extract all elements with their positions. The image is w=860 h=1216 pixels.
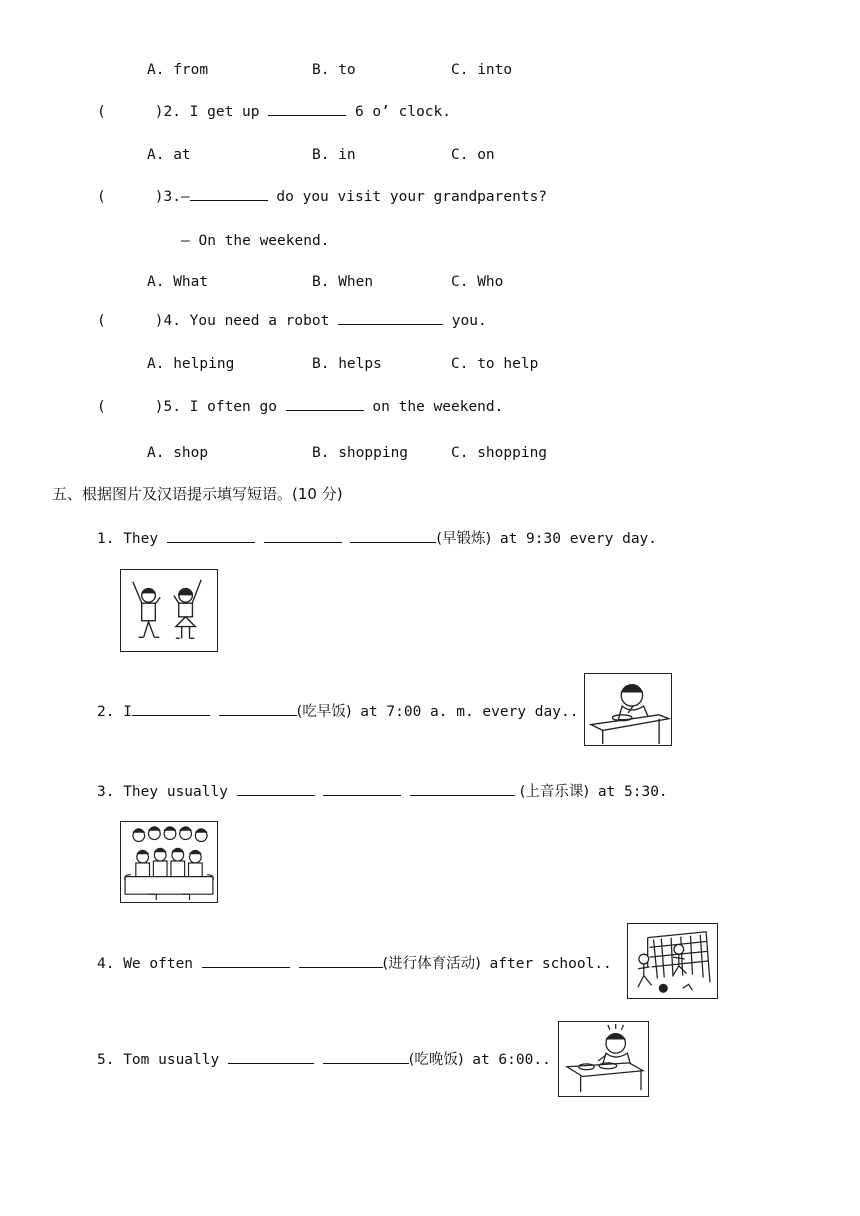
answer-blank[interactable] (228, 1049, 314, 1064)
question-3 (97, 186, 547, 207)
question-text: 4. You need a robot (163, 313, 339, 329)
answer-paren-open: ( (97, 399, 106, 415)
answer-blank[interactable] (219, 701, 297, 716)
chinese-hint: (进行体育活动) (382, 956, 481, 972)
question-text: 3.— (163, 189, 190, 205)
q2-option-a: A. at (147, 147, 191, 163)
item-text-end: at 6:00.. (463, 1052, 551, 1068)
fill-item-3 (97, 781, 668, 802)
q2-option-b: B. in (312, 147, 356, 163)
answer-blank[interactable] (202, 953, 290, 968)
chinese-hint: (早锻炼) (436, 531, 492, 547)
answer-blank[interactable] (338, 310, 443, 325)
section-5-heading: 五、根据图片及汉语提示填写短语。(10 分) (52, 485, 343, 503)
dinner-picture (558, 1021, 649, 1097)
chinese-hint: (吃晚饭) (408, 1052, 464, 1068)
q4-option-c: C. to help (451, 356, 539, 372)
question-text-end: do you visit your grandparents? (267, 189, 548, 205)
q5-option-b: B. shopping (312, 445, 409, 461)
answer-paren-close: ) (154, 189, 164, 205)
item-text-end: at 5:30. (589, 784, 668, 800)
question-2 (97, 101, 451, 122)
question-text-end: you. (443, 313, 487, 329)
answer-paren-open: ( (97, 313, 106, 329)
question-text-end: on the weekend. (363, 399, 504, 415)
answer-blank[interactable] (264, 528, 342, 543)
q1-option-a: A. from (147, 62, 209, 78)
sports-picture (627, 923, 718, 999)
q3-option-b: B. When (312, 274, 374, 290)
answer-paren-close: ) (154, 399, 164, 415)
q5-option-a: A. shop (147, 445, 209, 461)
answer-blank[interactable] (410, 781, 515, 796)
q3-option-c: C. Who (451, 274, 504, 290)
chinese-hint: (吃早饭) (296, 704, 352, 720)
answer-blank[interactable] (237, 781, 315, 796)
fill-item-4 (97, 953, 612, 974)
chinese-hint: (上音乐课) (515, 784, 590, 800)
answer-blank[interactable] (286, 396, 364, 411)
item-text: 2. I (97, 704, 132, 720)
fill-item-5 (97, 1049, 551, 1070)
answer-blank[interactable] (190, 186, 268, 201)
answer-blank[interactable] (350, 528, 436, 543)
answer-paren-close: ) (154, 313, 164, 329)
q3-option-a: A. What (147, 274, 209, 290)
question-text-end: 6 o’ clock. (346, 104, 451, 120)
answer-paren-close: ) (154, 104, 164, 120)
music-class-picture (120, 821, 218, 903)
answer-paren-open: ( (97, 189, 106, 205)
question-5 (97, 396, 503, 417)
fill-item-1 (97, 528, 657, 549)
question-text: 2. I get up (163, 104, 269, 120)
answer-blank[interactable] (132, 701, 210, 716)
answer-blank[interactable] (167, 528, 255, 543)
breakfast-picture (584, 673, 672, 746)
q4-option-a: A. helping (147, 356, 235, 372)
answer-blank[interactable] (323, 781, 401, 796)
item-text: 5. Tom usually (97, 1052, 228, 1068)
q4-option-b: B. helps (312, 356, 382, 372)
item-text: 3. They usually (97, 784, 237, 800)
exercise-picture (120, 569, 218, 652)
item-text: 1. They (97, 531, 167, 547)
q3-answer-line: — On the weekend. (181, 233, 330, 249)
answer-paren-open: ( (97, 104, 106, 120)
q1-option-c: C. into (451, 62, 513, 78)
question-text: 5. I often go (163, 399, 286, 415)
item-text: 4. We often (97, 956, 202, 972)
fill-item-2 (97, 701, 578, 722)
answer-blank[interactable] (323, 1049, 409, 1064)
q1-option-b: B. to (312, 62, 356, 78)
q2-option-c: C. on (451, 147, 495, 163)
item-text-end: after school.. (480, 956, 612, 972)
q5-option-c: C. shopping (451, 445, 548, 461)
item-text-end: at 9:30 every day. (491, 531, 658, 547)
item-text-end: at 7:00 a. m. every day.. (351, 704, 579, 720)
question-4 (97, 310, 487, 331)
answer-blank[interactable] (299, 953, 383, 968)
answer-blank[interactable] (268, 101, 346, 116)
